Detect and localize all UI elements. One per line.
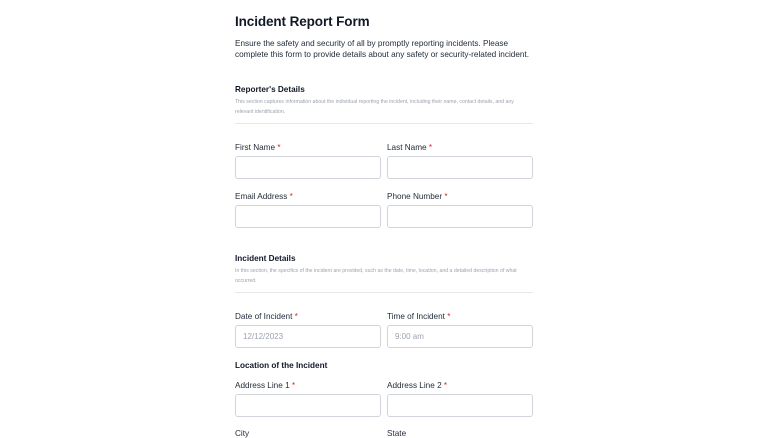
state-label: State <box>387 429 407 438</box>
date-label: Date of Incident * <box>235 312 298 321</box>
email-input[interactable] <box>235 205 381 228</box>
address1-label: Address Line 1 * <box>235 381 296 390</box>
required-marker: * <box>291 381 296 390</box>
reporter-section-description: This section captures information about the individual reporting the incident, including their name, contact details, and any relevant identification. <box>235 99 514 115</box>
required-marker: * <box>289 192 293 201</box>
required-marker: * <box>444 192 448 201</box>
reporter-section-title: Reporter's Details <box>235 85 305 94</box>
time-input[interactable] <box>387 325 533 348</box>
location-heading: Location of the Incident <box>235 361 328 370</box>
first-name-input[interactable] <box>235 156 381 179</box>
required-marker: * <box>447 312 451 321</box>
address2-input[interactable] <box>387 394 533 417</box>
address1-input[interactable] <box>235 394 381 417</box>
required-marker: * <box>277 143 281 152</box>
phone-label: Phone Number * <box>387 192 448 201</box>
time-label: Time of Incident * <box>387 312 451 321</box>
reporter-divider <box>235 123 533 124</box>
required-marker: * <box>443 381 448 390</box>
incident-section-description: In this section, the specifics of the incident are provided, such as the date, time, location, and a detailed description of what occurred. <box>235 268 517 284</box>
form-title: Incident Report Form <box>235 14 370 29</box>
date-input[interactable] <box>235 325 381 348</box>
incident-divider <box>235 292 533 293</box>
address2-label: Address Line 2 * <box>387 381 448 390</box>
email-label: Email Address * <box>235 192 293 201</box>
city-label: City <box>235 429 250 438</box>
incident-section-title: Incident Details <box>235 254 296 263</box>
required-marker: * <box>428 143 433 152</box>
last-name-input[interactable] <box>387 156 533 179</box>
phone-input[interactable] <box>387 205 533 228</box>
last-name-label: Last Name * <box>387 143 433 152</box>
form-intro: Ensure the safety and security of all by promptly reporting incidents. Please complete this form to provide details about any safety or security-related incident. <box>235 39 529 59</box>
required-marker: * <box>294 312 298 321</box>
first-name-label: First Name * <box>235 143 281 152</box>
